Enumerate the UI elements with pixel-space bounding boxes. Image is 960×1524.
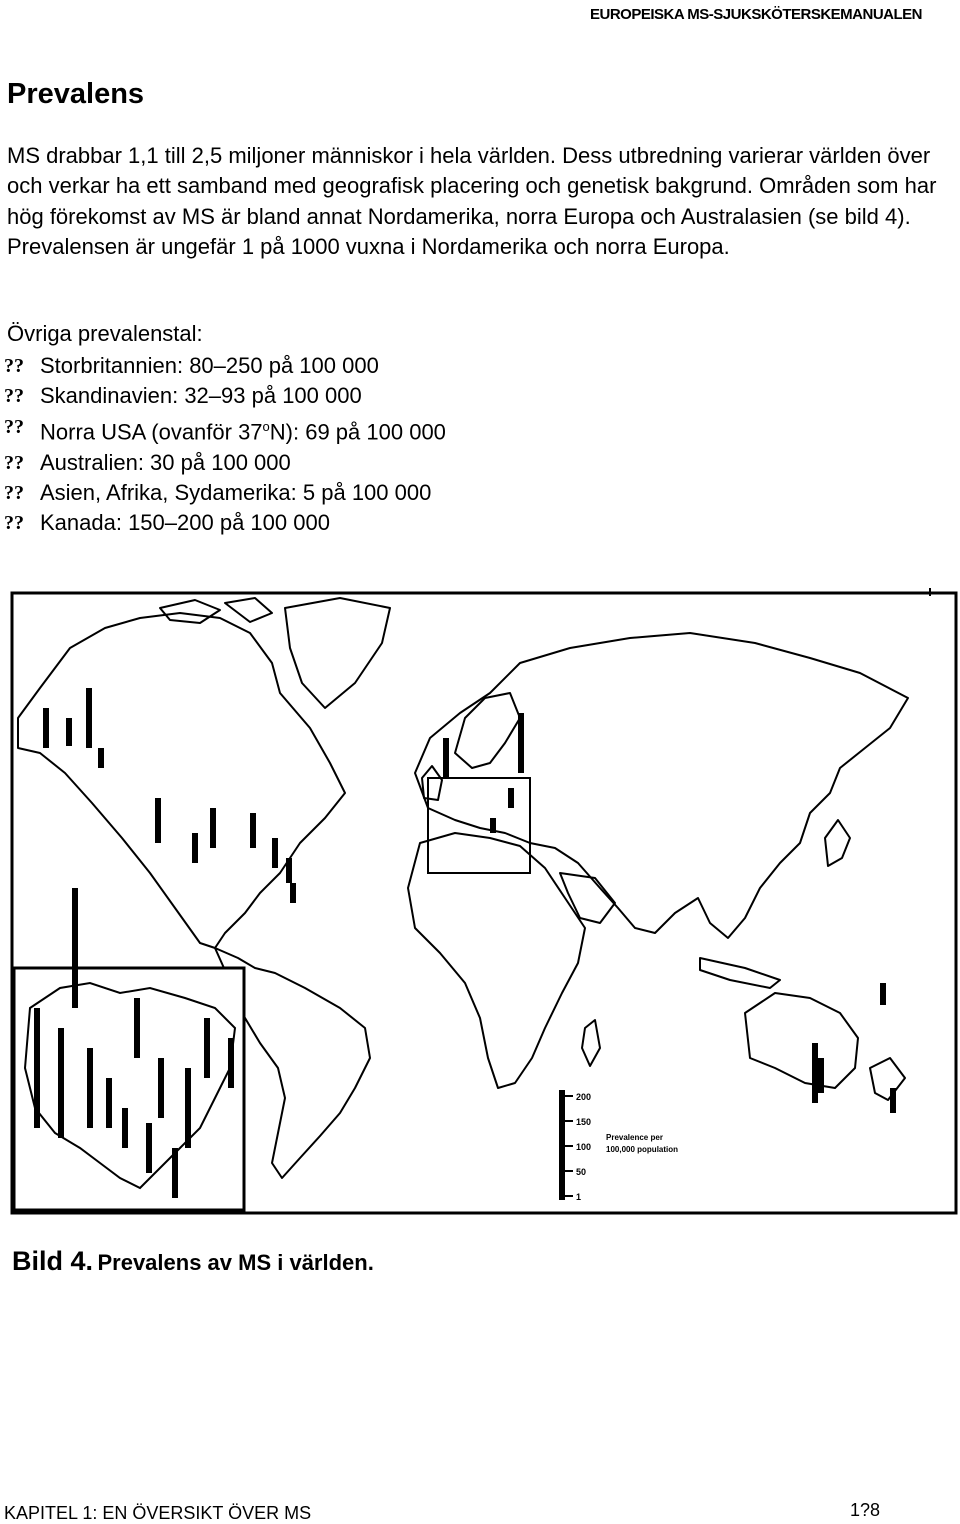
- australia-outline: [745, 993, 858, 1088]
- intro-paragraph: [7, 141, 937, 263]
- bullet-glyph: ??: [4, 385, 24, 408]
- prevalence-bar: [34, 1008, 40, 1128]
- arctic-island-outline: [225, 598, 272, 622]
- intro-paragraph-text: MS drabbar 1,1 till 2,5 miljoner människor i hela världen. Dess utbredning varierar världen över och verkar ha ett samband med geografisk placering och genetisk bakgrund. Områden som har hög förekomst av MS är bland annat Nordamerika, norra Europa och Australasien (se bild 4). Prevalensen är ungefär 1 på 1000 vuxna i Nordamerika och norra Europa.: [7, 143, 937, 260]
- legend-tick-label: 50: [576, 1167, 587, 1177]
- prevalence-bar: [890, 1088, 896, 1113]
- list-item-text-pre: Norra USA (ovanför 37: [40, 419, 263, 445]
- footer-chapter: KAPITEL 1: EN ÖVERSIKT ÖVER MS: [4, 1503, 312, 1523]
- bullet-glyph: ??: [4, 481, 24, 504]
- legend-label-line1: Prevalence per: [606, 1133, 663, 1142]
- prevalence-bar: [286, 858, 292, 883]
- europe-detail-box: [428, 778, 530, 873]
- list-item-text: Kanada: 150–200 på 100 000: [40, 510, 330, 536]
- prevalence-bar: [98, 748, 104, 768]
- eurasia-outline: [415, 633, 908, 938]
- europe-inset: [14, 968, 244, 1210]
- madagascar-outline: [582, 1020, 600, 1066]
- prevalence-bar: [58, 1028, 64, 1138]
- legend-tick-label: 1: [576, 1192, 582, 1202]
- prevalence-bar: [204, 1018, 210, 1078]
- prevalence-bar: [228, 1038, 234, 1088]
- figure-caption: [12, 1246, 374, 1277]
- indonesia-outline: [700, 958, 780, 988]
- british-isles-outline: [422, 766, 442, 800]
- list-item-text: [40, 412, 446, 448]
- list-item: [0, 448, 446, 478]
- prevalence-bar: [86, 688, 92, 748]
- arabia-outline: [560, 873, 615, 923]
- prevalence-bar: [172, 1148, 178, 1198]
- list-item: [0, 412, 446, 448]
- legend: [562, 1090, 678, 1202]
- list-item: [0, 478, 446, 508]
- list-item: [0, 508, 446, 538]
- prevalence-bar: [158, 1058, 164, 1118]
- prevalence-bar: [818, 1058, 824, 1093]
- africa-outline: [408, 833, 585, 1088]
- list-item-text: Australien: 30 på 100 000: [40, 449, 291, 475]
- prevalence-bar: [66, 718, 72, 746]
- degree-superscript: o: [262, 418, 270, 434]
- prevalence-bar: [185, 1068, 191, 1148]
- list-item-text: Storbritannien: 80–250 på 100 000: [40, 353, 379, 378]
- legend-tick-label: 150: [576, 1117, 592, 1127]
- caption-text: Prevalens av MS i världen.: [97, 1250, 374, 1275]
- prevalence-bar: [106, 1078, 112, 1128]
- prevalence-bar: [43, 708, 49, 748]
- bullet-glyph: ??: [4, 451, 24, 474]
- prevalence-bar: [272, 838, 278, 868]
- list-item-text: Skandinavien: 32–93 på 100 000: [40, 383, 362, 409]
- bullet-glyph: ??: [4, 512, 24, 535]
- list-item: [0, 381, 446, 411]
- new-zealand-outline: [870, 1058, 905, 1100]
- prevalence-bar: [146, 1123, 152, 1173]
- legend-tick-label: 100: [576, 1142, 592, 1152]
- prevalence-bar: [192, 833, 198, 863]
- bullet-glyph: ??: [4, 415, 24, 438]
- legend-label-line2: 100,000 population: [606, 1145, 679, 1154]
- prevalence-bar: [72, 888, 78, 1008]
- prevalence-bar: [490, 818, 496, 833]
- list-item-text: Asien, Afrika, Sydamerika: 5 på 100 000: [40, 479, 432, 505]
- legend-ticks: [565, 1092, 591, 1202]
- section-title: Prevalens: [7, 78, 145, 110]
- list-item: [0, 351, 446, 381]
- prevalence-bar: [812, 1043, 818, 1103]
- list-item-text-post: N): 69 på 100 000: [269, 419, 446, 445]
- legend-tick-label: 200: [576, 1092, 592, 1102]
- running-header: EUROPEISKA MS-SJUKSKÖTERSKEMANUALEN: [590, 6, 922, 23]
- scandinavia-outline: [455, 693, 520, 768]
- arctic-island-outline: [160, 600, 220, 623]
- japan-outline: [825, 820, 850, 866]
- caption-label: Bild 4.: [12, 1246, 94, 1276]
- greenland-outline: [285, 598, 390, 708]
- prevalence-bar: [210, 808, 216, 848]
- prevalence-bar: [443, 738, 449, 778]
- prevalence-bar: [250, 813, 256, 848]
- prevalence-bar: [880, 983, 886, 1005]
- prevalence-bar: [87, 1048, 93, 1128]
- bullet-glyph: ??: [4, 355, 24, 377]
- prevalence-bar: [155, 798, 161, 843]
- europe-inset-frame: [14, 968, 244, 1210]
- map-svg: [10, 588, 960, 1216]
- page-number: 1?8: [850, 1500, 881, 1520]
- prevalence-bar: [122, 1108, 128, 1148]
- prevalence-bar: [518, 713, 524, 773]
- world-prevalence-map: [10, 588, 960, 1216]
- prevalence-subheading: Övriga prevalenstal:: [7, 321, 203, 346]
- prevalence-bar: [134, 998, 140, 1058]
- prevalence-bar: [508, 788, 514, 808]
- prevalence-list: [0, 351, 446, 539]
- prevalence-bar: [290, 883, 296, 903]
